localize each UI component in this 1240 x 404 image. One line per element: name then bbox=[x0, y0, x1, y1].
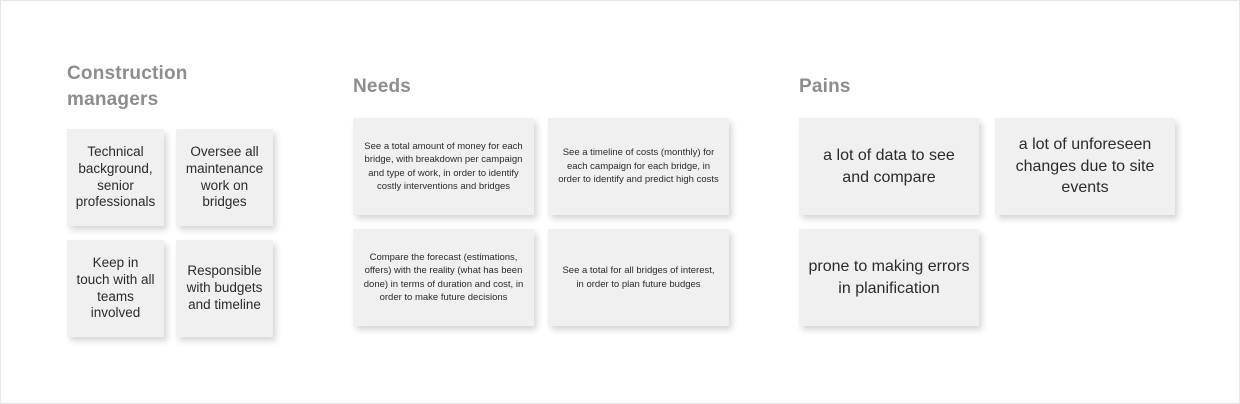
column-title-needs: Needs bbox=[353, 76, 412, 97]
sticky-note[interactable]: Responsible with budgets and timeline bbox=[176, 240, 273, 337]
sticky-note[interactable]: a lot of data to see and compare bbox=[799, 118, 979, 215]
sticky-note-group-construction-managers bbox=[67, 129, 297, 337]
sticky-note[interactable]: Keep in touch with all teams involved bbox=[67, 240, 164, 337]
column-pains bbox=[799, 74, 1199, 326]
sticky-note[interactable]: See a total for all bridges of interest, in order to plan future budges bbox=[548, 229, 729, 326]
sticky-note-group-needs bbox=[353, 118, 743, 326]
sticky-note[interactable]: See a timeline of costs (monthly) for each campaign for each bridge, in order to identify and predict high costs bbox=[548, 118, 729, 215]
column-title-pains: Pains bbox=[799, 76, 851, 97]
sticky-note[interactable]: Oversee all maintenance work on bridges bbox=[176, 129, 273, 226]
sticky-note[interactable]: Compare the forecast (estimations, offers) with the reality (what has been done) in terms of duration and cost, in order to make future decisions bbox=[353, 229, 534, 326]
sticky-note[interactable]: Technical background, senior professionals bbox=[67, 129, 164, 226]
sticky-note[interactable]: See a total amount of money for each bridge, with breakdown per campaign and type of work, in order to identify costly interventions and bridges bbox=[353, 118, 534, 215]
sticky-note-group-pains bbox=[799, 118, 1199, 326]
sticky-note[interactable]: a lot of unforeseen changes due to site events bbox=[995, 118, 1175, 215]
column-title-construction-managers: Construction managers bbox=[67, 63, 188, 110]
column-construction-managers bbox=[67, 61, 297, 337]
column-needs bbox=[353, 74, 743, 326]
sticky-note[interactable]: prone to making errors in planification bbox=[799, 229, 979, 326]
